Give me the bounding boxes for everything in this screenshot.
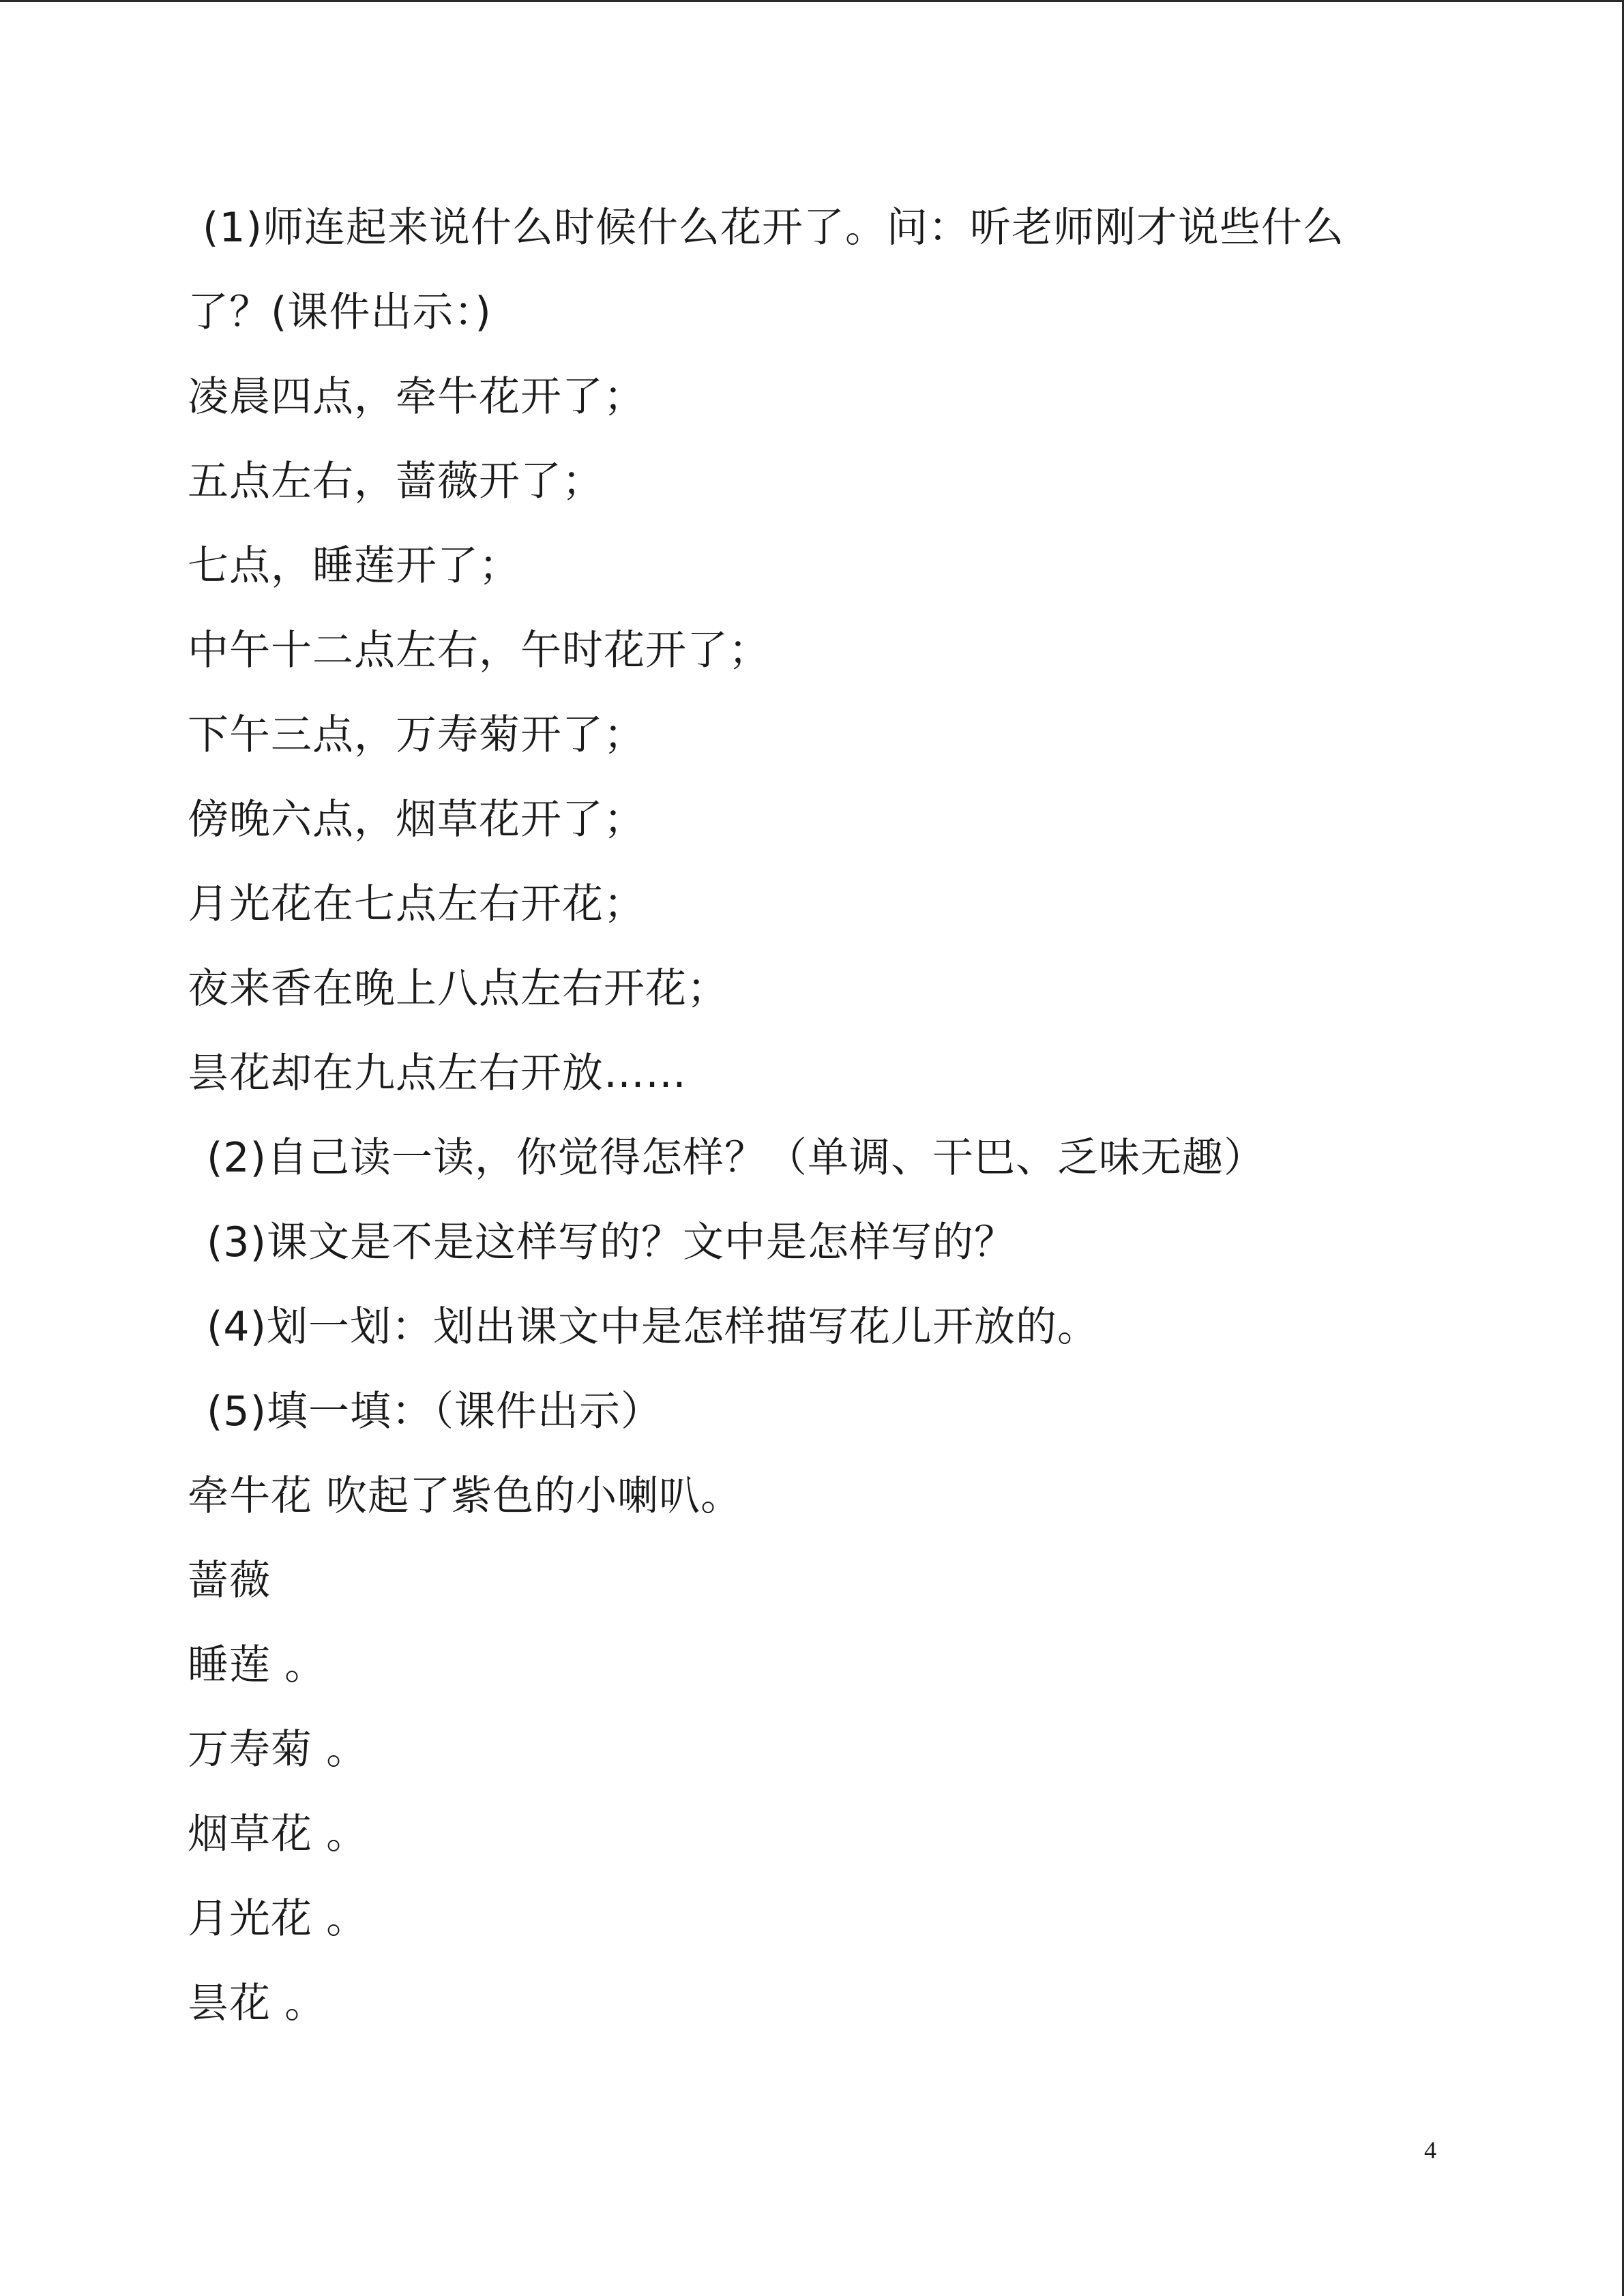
flower-time-epiphyllum: 昙花却在九点左右开放…… [188, 1049, 687, 1097]
step-1-line-2: 了？(课件出示：) [188, 288, 492, 336]
step-2-line: (2)自己读一读，你觉得怎样？（单调、干巴、乏味无趣） [207, 1134, 1265, 1182]
fill-in-water-lily: 睡莲 。 [188, 1641, 327, 1689]
flower-time-marigold: 下午三点，万寿菊开了； [188, 711, 645, 759]
step-3-line: (3)课文是不是这样写的？文中是怎样写的？ [207, 1219, 1016, 1266]
fill-in-epiphyllum: 昙花 。 [188, 1980, 327, 2027]
flower-time-moonflower: 月光花在七点左右开花； [188, 880, 645, 928]
flower-time-noon-flower: 中午十二点左右，午时花开了； [188, 627, 770, 674]
top-border-line [0, 0, 1624, 2]
step-1-line-1: (1)师连起来说什么时候什么花开了。问：听老师刚才说些什么 [203, 204, 1344, 252]
fill-in-moonflower: 月光花 。 [188, 1895, 368, 1943]
step-5-line: (5)填一填：（课件出示） [207, 1388, 662, 1435]
fill-in-rose: 蔷薇 [188, 1557, 271, 1605]
flower-time-night-jasmine: 夜来香在晚上八点左右开花； [188, 965, 728, 1013]
document-body [188, 185, 1483, 2046]
fill-in-tobacco-flower: 烟草花 。 [188, 1810, 368, 1858]
flower-time-tobacco-flower: 傍晚六点，烟草花开了； [188, 796, 645, 844]
flower-time-rose: 五点左右，蔷薇开了； [188, 458, 604, 505]
fill-in-morning-glory: 牵牛花 吹起了紫色的小喇叭。 [188, 1472, 743, 1520]
flower-time-water-lily: 七点，睡莲开了； [188, 542, 520, 590]
fill-in-marigold: 万寿菊 。 [188, 1726, 368, 1774]
page-number: 4 [1424, 2136, 1436, 2164]
flower-time-morning-glory: 凌晨四点，牵牛花开了； [188, 373, 645, 421]
step-4-line: (4)划一划：划出课文中是怎样描写花儿开放的。 [207, 1303, 1099, 1351]
